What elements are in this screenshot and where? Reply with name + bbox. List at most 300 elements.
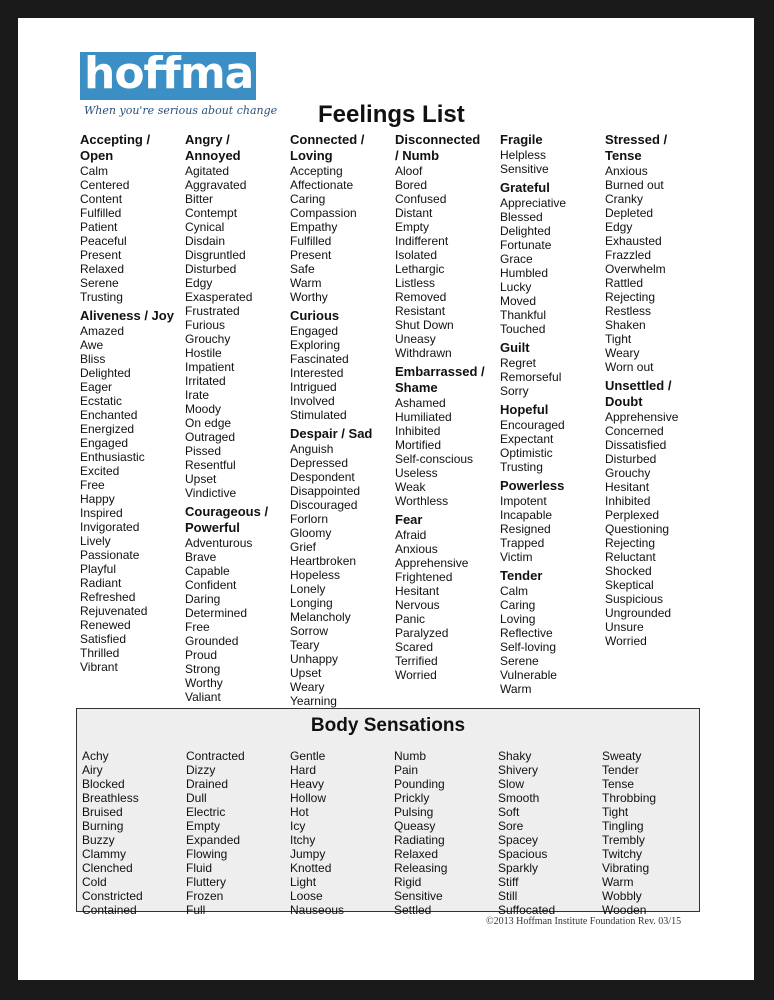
feeling-word: Helpless: [500, 148, 547, 162]
category-heading: Fear: [395, 512, 423, 527]
feeling-word: Blessed: [500, 210, 543, 224]
sensation-word: Breathless: [82, 791, 139, 805]
feeling-word: Delighted: [500, 224, 551, 238]
feeling-word: Lethargic: [395, 262, 445, 276]
feeling-word: Useless: [395, 466, 438, 480]
feeling-word: Irate: [185, 388, 210, 402]
feeling-word: Contempt: [185, 206, 238, 220]
feelings-column: [185, 132, 290, 704]
sensation-word: Spacey: [498, 833, 539, 847]
feeling-word: Apprehensive: [395, 556, 469, 570]
feeling-word: Serene: [500, 654, 539, 668]
feeling-word: Weary: [605, 346, 640, 360]
feeling-word: Grouchy: [185, 332, 231, 346]
feeling-word: Fascinated: [290, 352, 349, 366]
feeling-word: Playful: [80, 562, 117, 576]
sensation-word: Burning: [82, 819, 124, 833]
feeling-word: Renewed: [80, 618, 131, 632]
feeling-word: Melancholy: [290, 610, 351, 624]
feeling-word: Exploring: [290, 338, 341, 352]
feeling-word: Optimistic: [500, 446, 553, 460]
feeling-word: Confident: [185, 578, 237, 592]
feeling-word: Peaceful: [80, 234, 127, 248]
category-heading: Embarrassed /: [395, 364, 485, 379]
feelings-column: [290, 132, 395, 708]
feeling-word: Upset: [290, 666, 322, 680]
sensation-word: Throbbing: [602, 791, 657, 805]
sensation-word: Fluid: [186, 861, 213, 875]
copyright-footer: ©2013 Hoffman Institute Foundation Rev. 03/15: [486, 916, 682, 927]
sensation-column: [394, 749, 494, 917]
category-heading: Stressed /: [605, 132, 668, 147]
feeling-word: Ashamed: [395, 396, 446, 410]
feeling-word: Remorseful: [500, 370, 562, 384]
feelings-column: [500, 132, 605, 696]
sensation-word: Radiating: [394, 833, 445, 847]
category-heading: Despair / Sad: [290, 426, 373, 441]
sensation-word: Pounding: [394, 777, 445, 791]
feeling-word: Impotent: [500, 494, 547, 508]
feeling-word: Apprehensive: [605, 410, 679, 424]
feeling-word: Dissatisfied: [605, 438, 667, 452]
feeling-word: Stimulated: [290, 408, 347, 422]
sensation-column: [290, 749, 390, 917]
category-heading: Unsettled /: [605, 378, 672, 393]
category-heading: Accepting /: [80, 132, 151, 147]
feeling-word: Grounded: [185, 634, 239, 648]
feeling-word: Restless: [605, 304, 652, 318]
feeling-word: Inhibited: [605, 494, 651, 508]
category-heading: Tender: [500, 568, 543, 583]
sensation-word: Pain: [394, 763, 419, 777]
feeling-word: Thankful: [500, 308, 547, 322]
feeling-word: Interested: [290, 366, 344, 380]
page-title: Feelings List: [318, 101, 465, 128]
sensation-word: Empty: [186, 819, 221, 833]
feeling-word: Accepting: [290, 164, 343, 178]
feeling-word: Serene: [80, 276, 119, 290]
sensation-word: Light: [290, 875, 317, 889]
feeling-word: Teary: [290, 638, 320, 652]
sensation-word: Buzzy: [82, 833, 115, 847]
feeling-word: Paralyzed: [395, 626, 449, 640]
sensation-word: Stiff: [498, 875, 519, 889]
feeling-word: Worthless: [395, 494, 449, 508]
feeling-word: Victim: [500, 550, 533, 564]
sensation-word: Tight: [602, 805, 629, 819]
category-heading: Curious: [290, 308, 340, 323]
feeling-word: Valiant: [185, 690, 221, 704]
sensation-word: Icy: [290, 819, 306, 833]
category-heading: Annoyed: [185, 148, 241, 163]
sensation-word: Sweaty: [602, 749, 642, 763]
feeling-word: Warm: [290, 276, 322, 290]
feeling-word: Caring: [500, 598, 536, 612]
feeling-word: Rejecting: [605, 290, 656, 304]
feeling-word: Daring: [185, 592, 221, 606]
category-heading: Powerful: [185, 520, 240, 535]
feeling-word: Expectant: [500, 432, 554, 446]
feeling-word: Aggravated: [185, 178, 247, 192]
feeling-word: Rattled: [605, 276, 644, 290]
feeling-word: Bitter: [185, 192, 214, 206]
feeling-word: Resigned: [500, 522, 551, 536]
feeling-word: Aloof: [395, 164, 423, 178]
sensation-word: Shaky: [498, 749, 532, 763]
feeling-word: Bliss: [80, 352, 106, 366]
sensation-word: Sparkly: [498, 861, 539, 875]
feeling-word: Delighted: [80, 366, 131, 380]
feeling-word: Loving: [500, 612, 536, 626]
feeling-word: Strong: [185, 662, 221, 676]
feeling-word: Nervous: [395, 598, 440, 612]
feeling-word: Shocked: [605, 564, 652, 578]
feeling-word: Fulfilled: [80, 206, 122, 220]
feeling-word: Humbled: [500, 266, 549, 280]
sensation-word: Bruised: [82, 805, 123, 819]
feeling-word: Capable: [185, 564, 230, 578]
feeling-word: On edge: [185, 416, 232, 430]
feeling-word: Happy: [80, 492, 115, 506]
feeling-word: Frazzled: [605, 248, 652, 262]
feeling-word: Ungrounded: [605, 606, 672, 620]
sensation-word: Heavy: [290, 777, 325, 791]
feeling-word: Yearning: [290, 694, 337, 708]
sensation-column: [186, 749, 286, 917]
feeling-word: Pissed: [185, 444, 222, 458]
sensation-word: Full: [186, 903, 206, 917]
feeling-word: Disappointed: [290, 484, 361, 498]
feeling-word: Afraid: [395, 528, 427, 542]
sensation-word: Fluttery: [186, 875, 227, 889]
feeling-word: Involved: [290, 394, 335, 408]
sensation-word: Tingling: [602, 819, 644, 833]
feeling-word: Inhibited: [395, 424, 441, 438]
feeling-word: Anxious: [395, 542, 438, 556]
feeling-word: Grief: [290, 540, 317, 554]
feeling-word: Lucky: [500, 280, 532, 294]
feeling-word: Perplexed: [605, 508, 660, 522]
sensation-word: Expanded: [186, 833, 241, 847]
sensation-word: Achy: [82, 749, 109, 763]
body-sensations-box: [76, 708, 700, 917]
feeling-word: Safe: [290, 262, 315, 276]
feeling-word: Hesitant: [395, 584, 440, 598]
sensation-word: Trembly: [602, 833, 645, 847]
feeling-word: Resistant: [395, 304, 446, 318]
feeling-word: Satisfied: [80, 632, 127, 646]
sensation-word: Pulsing: [394, 805, 434, 819]
category-heading: Angry /: [185, 132, 230, 147]
feeling-word: Calm: [80, 164, 109, 178]
feeling-word: Burned out: [605, 178, 664, 192]
feeling-word: Gloomy: [290, 526, 332, 540]
sensation-word: Itchy: [290, 833, 316, 847]
sensation-word: Rigid: [394, 875, 422, 889]
feeling-word: Fortunate: [500, 238, 552, 252]
feeling-word: Present: [80, 248, 122, 262]
feeling-word: Weak: [395, 480, 426, 494]
feeling-word: Mortified: [395, 438, 442, 452]
feeling-word: Enthusiastic: [80, 450, 145, 464]
feeling-word: Worried: [395, 668, 437, 682]
sensation-word: Flowing: [186, 847, 228, 861]
feeling-word: Sensitive: [500, 162, 549, 176]
feeling-word: Disturbed: [185, 262, 237, 276]
feeling-word: Lively: [80, 534, 111, 548]
sensation-word: Still: [498, 889, 518, 903]
category-heading: / Numb: [395, 148, 440, 163]
document-page: [18, 18, 754, 980]
feeling-word: Bored: [395, 178, 428, 192]
sensation-word: Shivery: [498, 763, 539, 777]
feeling-word: Hostile: [185, 346, 222, 360]
feeling-word: Vulnerable: [500, 668, 557, 682]
feeling-word: Calm: [500, 584, 529, 598]
feeling-word: Compassion: [290, 206, 357, 220]
feeling-word: Warm: [500, 682, 532, 696]
sensation-column: [498, 749, 598, 917]
logo-tagline: When you're serious about change: [84, 104, 278, 117]
feeling-word: Distant: [395, 206, 433, 220]
sensation-word: Vibrating: [602, 861, 650, 875]
feeling-word: Reflective: [500, 626, 553, 640]
feeling-word: Cynical: [185, 220, 225, 234]
feeling-word: Listless: [395, 276, 436, 290]
sensation-word: Wobbly: [602, 889, 642, 903]
feelings-column: [395, 132, 500, 682]
feeling-word: Patient: [80, 220, 118, 234]
feeling-word: Questioning: [605, 522, 670, 536]
sensation-word: Contracted: [186, 749, 245, 763]
feeling-word: Trusting: [500, 460, 543, 474]
feeling-word: Scared: [395, 640, 434, 654]
feeling-word: Suspicious: [605, 592, 664, 606]
feeling-word: Hopeless: [290, 568, 341, 582]
sensation-word: Clammy: [82, 847, 126, 861]
category-heading: Guilt: [500, 340, 530, 355]
sensation-word: Smooth: [498, 791, 540, 805]
category-heading: Grateful: [500, 180, 550, 195]
sensation-word: Tense: [602, 777, 635, 791]
feeling-word: Discouraged: [290, 498, 358, 512]
feeling-word: Humiliated: [395, 410, 452, 424]
feeling-word: Trusting: [80, 290, 123, 304]
sensation-word: Releasing: [394, 861, 448, 875]
category-heading: Hopeful: [500, 402, 549, 417]
feeling-word: Weary: [290, 680, 325, 694]
feeling-word: Rejecting: [605, 536, 656, 550]
category-heading: Aliveness / Joy: [80, 308, 174, 323]
feeling-word: Refreshed: [80, 590, 136, 604]
feeling-word: Radiant: [80, 576, 122, 590]
feeling-word: Self-conscious: [395, 452, 474, 466]
feeling-word: Agitated: [185, 164, 230, 178]
sensation-word: Tender: [602, 763, 639, 777]
sensation-column: [82, 749, 182, 917]
sensation-word: Hollow: [290, 791, 327, 805]
feeling-word: Enchanted: [80, 408, 138, 422]
feeling-word: Engaged: [80, 436, 129, 450]
feeling-word: Ecstatic: [80, 394, 123, 408]
feeling-word: Grouchy: [605, 466, 651, 480]
feeling-word: Centered: [80, 178, 130, 192]
feeling-word: Forlorn: [290, 512, 329, 526]
sensation-word: Prickly: [394, 791, 430, 805]
feeling-word: Upset: [185, 472, 217, 486]
feelings-column: [605, 132, 710, 648]
feeling-word: Reluctant: [605, 550, 656, 564]
sensation-word: Gentle: [290, 749, 326, 763]
feeling-word: Exhausted: [605, 234, 662, 248]
sensation-word: Wooden: [602, 903, 647, 917]
feeling-word: Free: [80, 478, 105, 492]
feeling-word: Intrigued: [290, 380, 337, 394]
feeling-word: Unsure: [605, 620, 644, 634]
feeling-word: Eager: [80, 380, 113, 394]
feeling-word: Anguish: [290, 442, 334, 456]
sensation-word: Soft: [498, 805, 520, 819]
sensation-word: Spacious: [498, 847, 548, 861]
sensation-word: Hot: [290, 805, 309, 819]
category-heading: Fragile: [500, 132, 543, 147]
feeling-word: Awe: [80, 338, 104, 352]
sensation-word: Sensitive: [394, 889, 443, 903]
feeling-word: Withdrawn: [395, 346, 452, 360]
sensation-word: Queasy: [394, 819, 436, 833]
sensation-word: Twitchy: [602, 847, 643, 861]
feeling-word: Skeptical: [605, 578, 654, 592]
feeling-word: Tight: [605, 332, 632, 346]
sensation-word: Blocked: [82, 777, 125, 791]
feeling-word: Rejuvenated: [80, 604, 148, 618]
feeling-word: Impatient: [185, 360, 235, 374]
feeling-word: Vibrant: [80, 660, 118, 674]
sensation-word: Jumpy: [290, 847, 326, 861]
sensation-word: Settled: [394, 903, 432, 917]
sensation-word: Clenched: [82, 861, 133, 875]
sensation-word: Dizzy: [186, 763, 216, 777]
feeling-word: Depressed: [290, 456, 349, 470]
sensation-word: Airy: [82, 763, 103, 777]
feeling-word: Affectionate: [290, 178, 354, 192]
feeling-word: Amazed: [80, 324, 125, 338]
feeling-word: Adventurous: [185, 536, 253, 550]
feeling-word: Disgruntled: [185, 248, 246, 262]
feeling-word: Regret: [500, 356, 537, 370]
feeling-word: Trapped: [500, 536, 545, 550]
feeling-word: Sorry: [500, 384, 529, 398]
category-heading: Powerless: [500, 478, 565, 493]
feeling-word: Excited: [80, 464, 120, 478]
sensation-word: Cold: [82, 875, 107, 889]
feeling-word: Invigorated: [80, 520, 140, 534]
feeling-word: Hesitant: [605, 480, 650, 494]
feeling-word: Removed: [395, 290, 447, 304]
feeling-word: Disturbed: [605, 452, 657, 466]
feeling-word: Sorrow: [290, 624, 329, 638]
feeling-word: Worried: [605, 634, 647, 648]
sensation-word: Loose: [290, 889, 323, 903]
sensation-word: Knotted: [290, 861, 332, 875]
sensation-word: Drained: [186, 777, 229, 791]
feeling-word: Exasperated: [185, 290, 253, 304]
feeling-word: Despondent: [290, 470, 355, 484]
feeling-word: Depleted: [605, 206, 654, 220]
sensation-word: Warm: [602, 875, 634, 889]
feeling-word: Engaged: [290, 324, 339, 338]
hoffman-logo: [80, 48, 284, 100]
feeling-word: Brave: [185, 550, 217, 564]
feeling-word: Irritated: [185, 374, 226, 388]
feeling-word: Vindictive: [185, 486, 237, 500]
sensation-word: Hard: [290, 763, 317, 777]
feeling-word: Empty: [395, 220, 430, 234]
feeling-word: Relaxed: [80, 262, 125, 276]
feeling-word: Worn out: [605, 360, 654, 374]
feeling-word: Concerned: [605, 424, 664, 438]
sensation-word: Relaxed: [394, 847, 439, 861]
feeling-word: Caring: [290, 192, 326, 206]
feeling-word: Encouraged: [500, 418, 565, 432]
feeling-word: Inspired: [80, 506, 123, 520]
feeling-word: Passionate: [80, 548, 140, 562]
sensation-word: Contained: [82, 903, 137, 917]
feeling-word: Confused: [395, 192, 447, 206]
sensation-word: Nauseous: [290, 903, 345, 917]
category-heading: Connected /: [290, 132, 365, 147]
feeling-word: Resentful: [185, 458, 236, 472]
feeling-word: Touched: [500, 322, 546, 336]
feelings-column: [80, 132, 185, 674]
feeling-word: Outraged: [185, 430, 236, 444]
feeling-word: Grace: [500, 252, 533, 266]
category-heading: Shame: [395, 380, 438, 395]
feeling-word: Determined: [185, 606, 248, 620]
feeling-word: Lonely: [290, 582, 326, 596]
sensation-word: Sore: [498, 819, 524, 833]
body-sensations-title: Body Sensations: [310, 715, 466, 736]
category-heading: Loving: [290, 148, 333, 163]
sensation-word: Dull: [186, 791, 207, 805]
feeling-word: Frightened: [395, 570, 453, 584]
feeling-word: Free: [185, 620, 210, 634]
feeling-word: Moved: [500, 294, 537, 308]
category-heading: Courageous /: [185, 504, 269, 519]
sensation-word: Numb: [394, 749, 427, 763]
feeling-word: Overwhelm: [605, 262, 666, 276]
category-heading: Doubt: [605, 394, 643, 409]
sensation-word: Constricted: [82, 889, 143, 903]
feeling-word: Worthy: [185, 676, 223, 690]
sensation-word: Frozen: [186, 889, 224, 903]
feeling-word: Appreciative: [500, 196, 567, 210]
feeling-word: Disdain: [185, 234, 226, 248]
feeling-word: Anxious: [605, 164, 648, 178]
feeling-word: Energized: [80, 422, 135, 436]
feeling-word: Panic: [395, 612, 426, 626]
feeling-word: Shut Down: [395, 318, 454, 332]
feeling-word: Moody: [185, 402, 222, 416]
category-heading: Open: [80, 148, 114, 163]
category-heading: Disconnected: [395, 132, 481, 147]
feeling-word: Uneasy: [395, 332, 436, 346]
category-heading: Tense: [605, 148, 642, 163]
feeling-word: Thrilled: [80, 646, 120, 660]
feeling-word: Incapable: [500, 508, 553, 522]
feeling-word: Edgy: [185, 276, 213, 290]
sensation-column: [602, 749, 702, 917]
